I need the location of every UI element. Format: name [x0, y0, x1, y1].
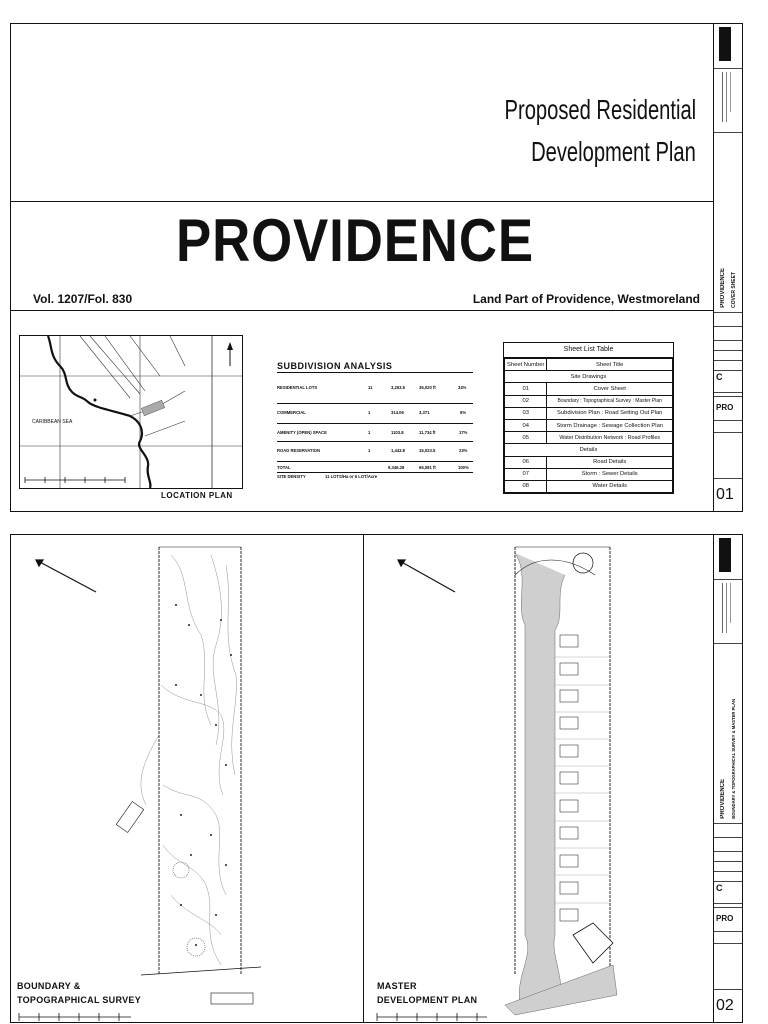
sheet-list-grid — [504, 358, 673, 493]
volume-reference: Vol. 1207/Fol. 830 — [33, 292, 133, 306]
cover-sheet — [10, 23, 743, 512]
column-header: Sheet Number — [505, 359, 547, 371]
heading-line-2: Development Plan — [531, 136, 696, 167]
project-name-vertical: PROVIDENCE — [720, 779, 726, 819]
sheet-name-vertical: BOUNDARY & TOPOGRAPHICAL SURVEY & MASTER PLAN — [731, 699, 736, 819]
table-row: 03 Subdivision Plan : Road Setting Out Plan — [505, 407, 673, 419]
master-label-line-2: DEVELOPMENT PLAN — [377, 995, 478, 1005]
sheet-number: 02 — [716, 997, 734, 1014]
title-block-logo — [714, 535, 742, 580]
master-label-line-1: MASTER — [377, 981, 417, 991]
boundary-label-line-2: TOPOGRAPHICAL SURVEY — [17, 995, 142, 1005]
heading-line-1: Proposed Residential — [504, 94, 696, 125]
title-block — [713, 24, 742, 511]
pro-label: PRO — [716, 403, 734, 412]
subdivision-row: RESIDENTIAL LOTS 11 3,253.5 35,020 ft 34% — [277, 385, 467, 390]
site-marker — [141, 400, 164, 416]
subdivision-title: SUBDIVISION ANALYSIS — [277, 361, 393, 371]
divider-middle — [11, 310, 716, 311]
table-row: 05 Water Distribution Network : Road Profiles — [505, 432, 673, 444]
master-plan-drawing — [365, 535, 715, 1022]
table-row: 02 Boundary : Topographical Survey : Master Plan — [505, 395, 673, 407]
topographical-survey-drawing — [11, 535, 361, 1022]
location-map-drawing — [20, 336, 242, 488]
location-plan-label: LOCATION PLAN — [161, 491, 233, 500]
boundary-label-line-1: BOUNDARY & — [17, 981, 81, 991]
revision-letter: C — [716, 372, 723, 382]
boundary-master-sheet — [10, 534, 743, 1023]
table-row: 01 Cover Sheet — [505, 383, 673, 395]
subdivision-analysis: SUBDIVISION ANALYSIS RESIDENTIAL LOTS 11 3,253.5 35,020 ft 34% COMMERCIAL 1 314.06 3,371 6% AMENITY (OPEN) SPACE 1 1103.8 11,734 ft 17% ROAD RESERVATION 1 1,443.8 15,023.5 23% TOTAL 9,346.28 65,081 ft 100% SITE DENSITY 11 LOTS/Ha or 6 LOT/Acre — [277, 361, 473, 485]
pro-label: PRO — [716, 914, 734, 923]
table-row: 06 Road Details — [505, 456, 673, 468]
location-plan — [19, 335, 243, 489]
panel-divider — [363, 535, 364, 1022]
title-block-logo — [714, 24, 742, 69]
section-heading: Site Drawings — [505, 371, 673, 383]
project-name-vertical: PROVIDENCE — [720, 268, 726, 308]
title-block-info — [714, 579, 742, 644]
section-heading: Details — [505, 444, 673, 456]
sheet-list-table — [503, 342, 674, 494]
table-row: 08 Water Details — [505, 480, 673, 492]
project-title: PROVIDENCE — [176, 207, 534, 274]
title-block-info — [714, 68, 742, 133]
sheet-name-vertical: COVER SHEET — [731, 272, 737, 308]
land-part-reference: Land Part of Providence, Westmoreland — [472, 292, 700, 306]
table-row: 04 Storm Drainage : Sewage Collection Plan — [505, 419, 673, 431]
sheet-number: 01 — [716, 486, 734, 503]
table-row: 07 Storm : Sewer Details — [505, 468, 673, 480]
subdivision-header-rule — [277, 372, 473, 373]
title-block-2 — [713, 535, 742, 1022]
column-header: Sheet Title — [547, 359, 673, 371]
sheet-list-title: Sheet List Table — [504, 343, 673, 358]
caribbean-sea-label: CARIBBEAN SEA — [32, 419, 73, 425]
revision-letter: C — [716, 883, 723, 893]
divider-top — [11, 201, 716, 202]
